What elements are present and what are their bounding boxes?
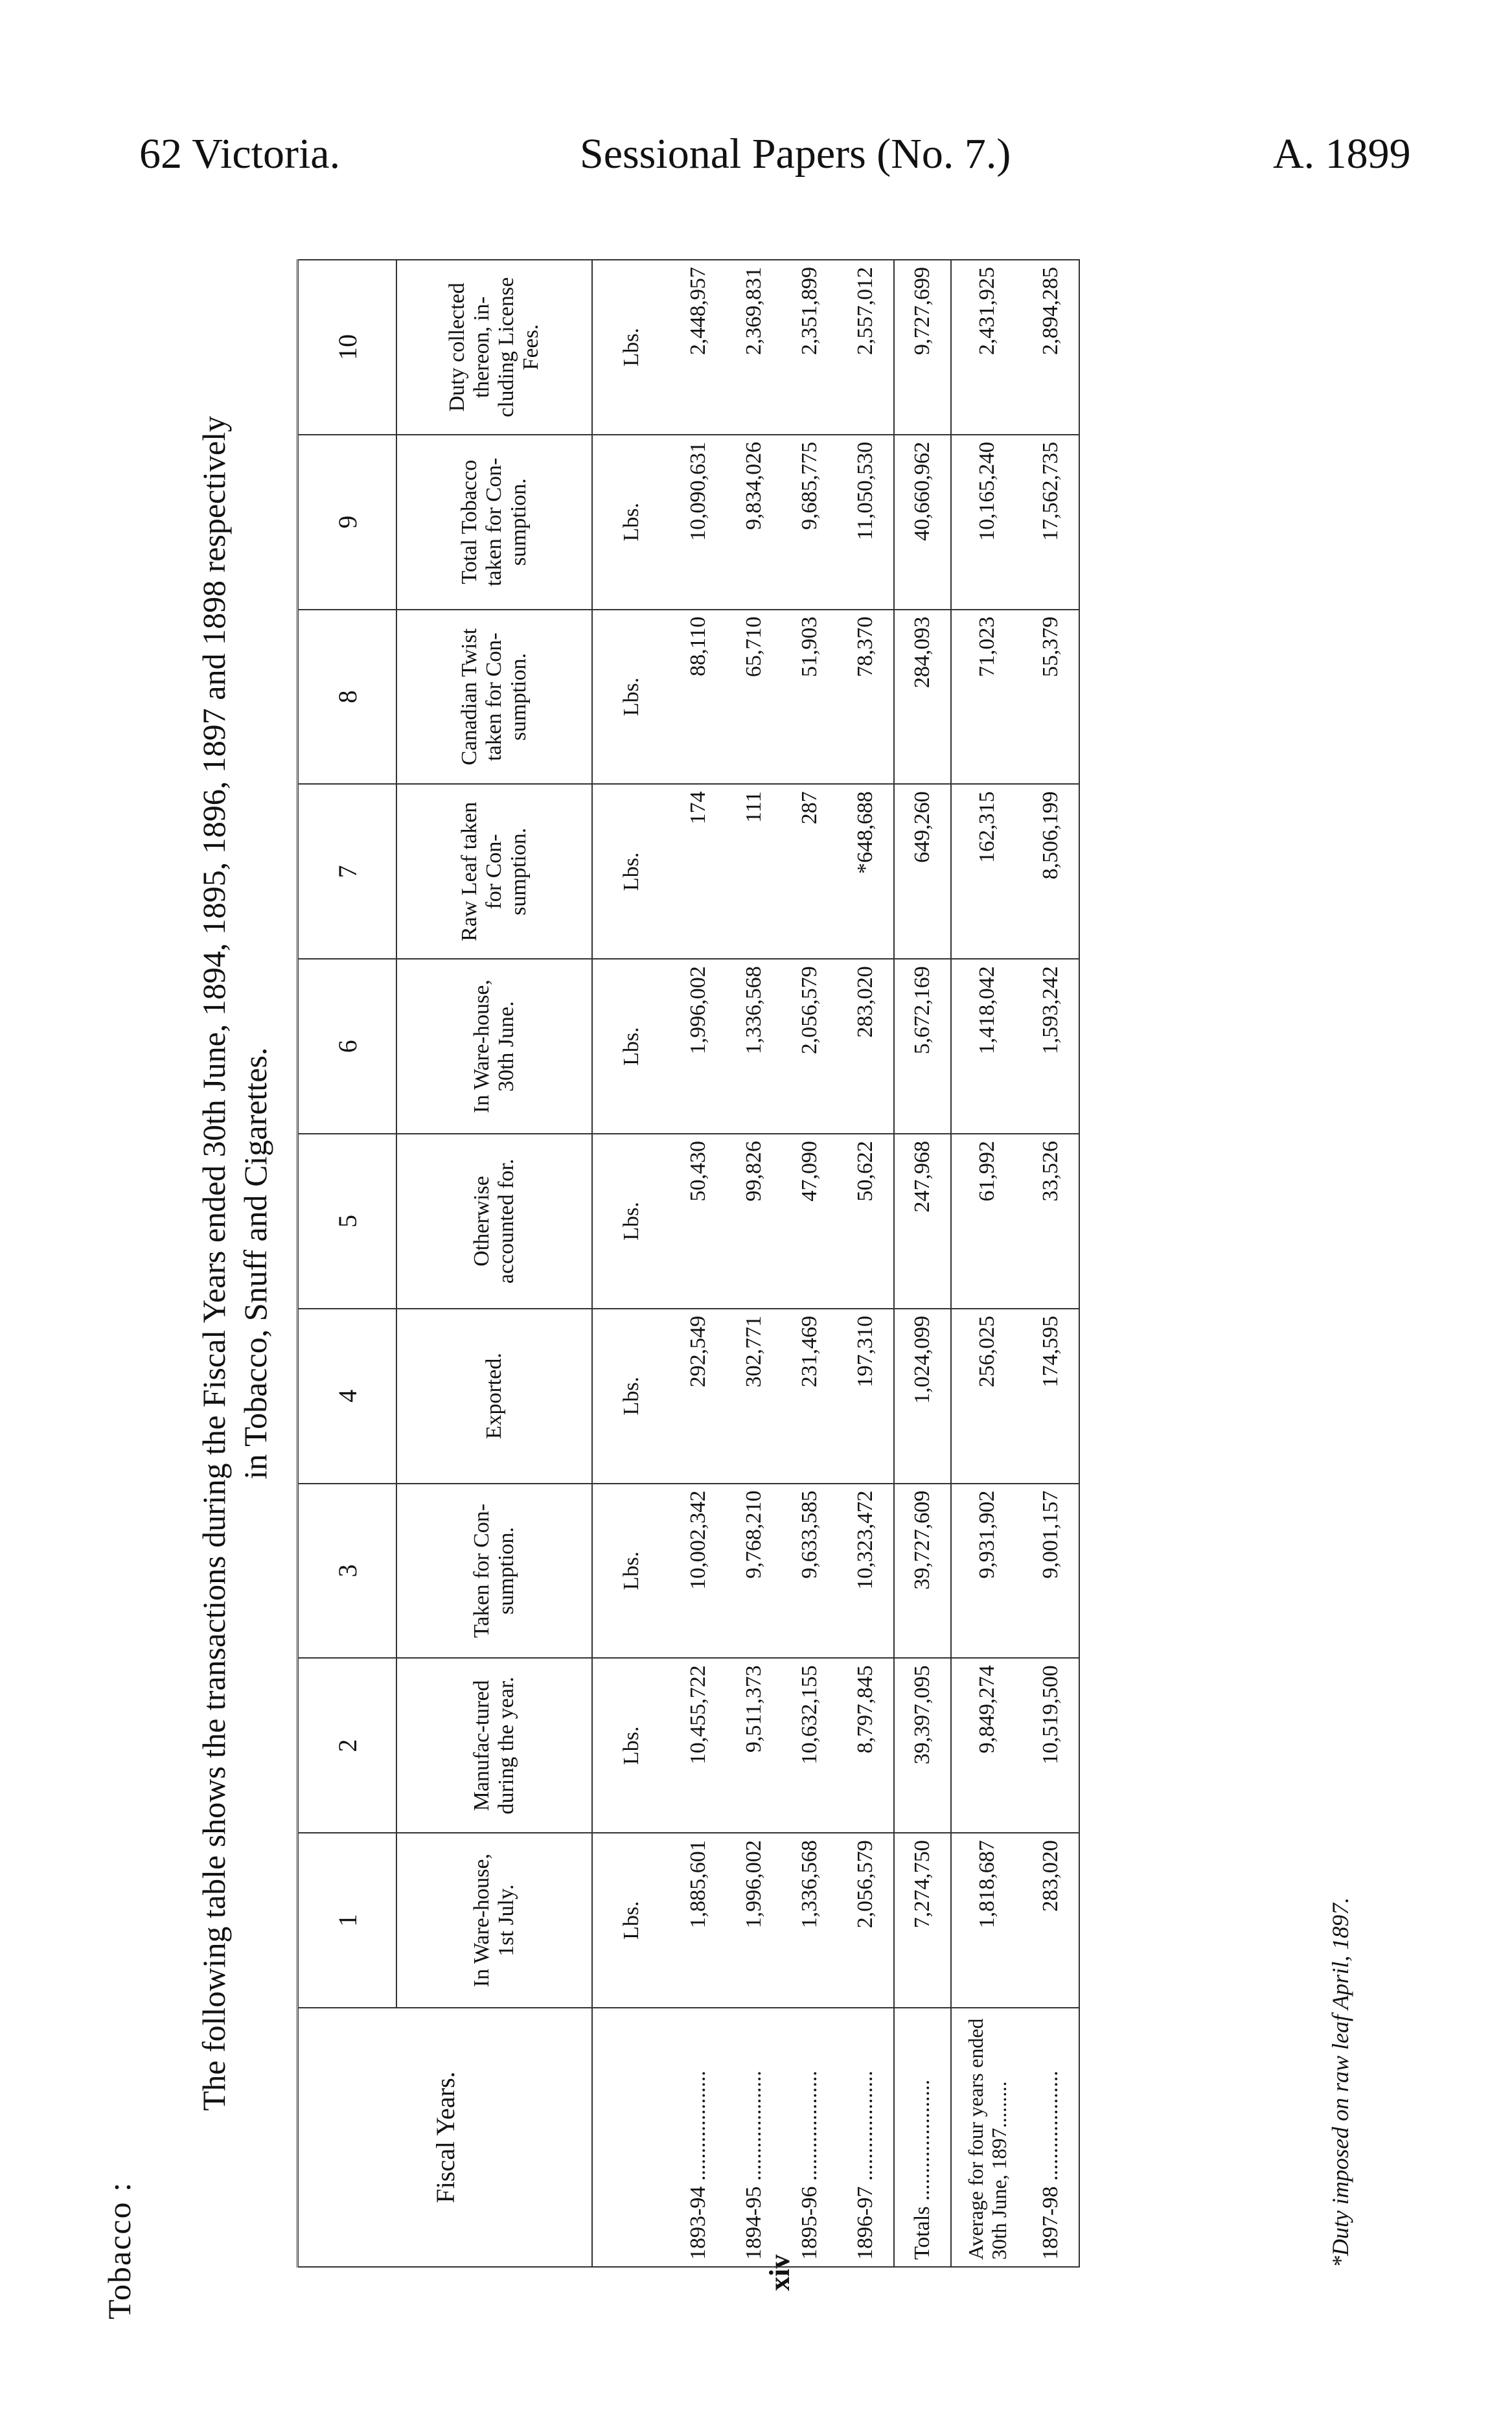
page-header [0,130,1512,201]
col-number: 6 [298,959,397,1134]
cell: 8,797,845 [838,1658,894,1833]
cell: 7,274,750 [894,1833,951,2008]
cell: 47,090 [782,1134,838,1309]
col-number: 5 [298,1134,397,1309]
table-row [782,260,838,2267]
cell: 174,595 [1023,1309,1079,1484]
totals-row [894,260,951,2267]
column-name-row [396,260,592,2267]
cell: 50,430 [670,1134,726,1309]
tobacco-table [297,259,1080,2268]
rotated-table-area [167,259,1353,2268]
col-number: 2 [298,1658,397,1833]
cell: 9,768,210 [726,1484,782,1659]
units-blank [592,2008,670,2267]
cell: 9,849,274 [951,1658,1023,1833]
row-year: 1893-94 .................... [670,2008,726,2267]
cell: 287 [782,784,838,959]
cell: 17,562,735 [1023,435,1079,610]
cell: 649,260 [894,784,951,959]
table-row [726,260,782,2267]
col-header: Raw Leaf taken for Con-sumption. [396,784,592,959]
cell: 231,469 [782,1309,838,1484]
footnote: *Duty imposed on raw leaf April, 1897. [1327,1897,1353,2268]
cell: 10,519,500 [1023,1658,1079,1833]
col-number: 3 [298,1484,397,1659]
cell: 5,672,169 [894,959,951,1134]
cell: 55,379 [1023,610,1079,785]
cell: 2,448,957 [670,260,726,435]
col-header: In Ware-house, 1st July. [396,1833,592,2008]
header-year: A. 1899 [1273,130,1411,178]
row-year: 1894-95 .................... [726,2008,782,2267]
cell: 1,996,002 [670,959,726,1134]
col-number: 9 [298,435,397,610]
cell: 88,110 [670,610,726,785]
cell: 1,024,099 [894,1309,951,1484]
column-number-row [298,260,397,2267]
cell: 302,771 [726,1309,782,1484]
cell: 71,023 [951,610,1023,785]
cell: 1,593,242 [1023,959,1079,1134]
cell: 9,727,699 [894,260,951,435]
margin-page-mark: xiv [764,2254,796,2291]
cell: 10,090,631 [670,435,726,610]
unit-cell: Lbs. [592,260,670,435]
cell: 284,093 [894,610,951,785]
cell: 10,165,240 [951,435,1023,610]
col-header: In Ware-house, 30th June. [396,959,592,1134]
table-row [1023,260,1079,2267]
unit-cell: Lbs. [592,610,670,785]
average-row [951,260,1023,2267]
cell: 174 [670,784,726,959]
cell: 2,351,899 [782,260,838,435]
cell: 283,020 [1023,1833,1079,2008]
caption-line-2: in Tobacco, Snuff and Cigarettes. [237,1047,273,1480]
cell: *648,688 [838,784,894,959]
cell: 33,526 [1023,1134,1079,1309]
col-number: 10 [298,260,397,435]
cell: 8,506,199 [1023,784,1079,959]
unit-cell: Lbs. [592,784,670,959]
cell: 9,001,157 [1023,1484,1079,1659]
cell: 1,818,687 [951,1833,1023,2008]
cell: 197,310 [838,1309,894,1484]
cell: 40,660,962 [894,435,951,610]
col-header: Canadian Twist taken for Con-sumption. [396,610,592,785]
cell: 111 [726,784,782,959]
cell: 10,455,722 [670,1658,726,1833]
col-header: Otherwise accounted for. [396,1134,592,1309]
cell: 162,315 [951,784,1023,959]
unit-cell: Lbs. [592,1833,670,2008]
header-volume: 62 Victoria. [139,130,341,178]
cell: 51,903 [782,610,838,785]
row-year: 1895-96 .................... [782,2008,838,2267]
cell: 9,931,902 [951,1484,1023,1659]
section-label: Tobacco : [101,2181,137,2319]
table-caption [193,259,276,2268]
totals-label: Totals ...................... [894,2008,951,2267]
cell: 292,549 [670,1309,726,1484]
table-row [670,260,726,2267]
cell: 11,050,530 [838,435,894,610]
cell: 78,370 [838,610,894,785]
table-row [838,260,894,2267]
cell: 9,685,775 [782,435,838,610]
cell: 2,431,925 [951,260,1023,435]
cell: 10,323,472 [838,1484,894,1659]
cell: 99,826 [726,1134,782,1309]
cell: 39,397,095 [894,1658,951,1833]
unit-cell: Lbs. [592,1309,670,1484]
col-header: Manufac-tured during the year. [396,1658,592,1833]
cell: 1,418,042 [951,959,1023,1134]
cell: 9,834,026 [726,435,782,610]
caption-line-1: The following table shows the transactions during the Fiscal Years ended 30th June, 1894, 1895, 1896, 1897 and 1898 respectively [196,415,232,2111]
cell: 65,710 [726,610,782,785]
cell: 2,557,012 [838,260,894,435]
unit-cell: Lbs. [592,959,670,1134]
col-number: 7 [298,784,397,959]
cell: 50,622 [838,1134,894,1309]
unit-cell: Lbs. [592,1658,670,1833]
row-year: 1897-98 .................... [1023,2008,1079,2267]
unit-cell: Lbs. [592,1134,670,1309]
cell: 1,885,601 [670,1833,726,2008]
cell: 2,369,831 [726,260,782,435]
cell: 2,056,579 [838,1833,894,2008]
cell: 247,968 [894,1134,951,1309]
units-row [592,260,670,2267]
cell: 9,511,373 [726,1658,782,1833]
cell: 9,633,585 [782,1484,838,1659]
col-number: 8 [298,610,397,785]
cell: 1,336,568 [726,959,782,1134]
cell: 10,632,155 [782,1658,838,1833]
col-header: Total Tobacco taken for Con-sumption. [396,435,592,610]
col-header: Exported. [396,1309,592,1484]
average-label: Average for four years ended 30th June, 1897......... [951,2008,1023,2267]
cell: 283,020 [838,959,894,1134]
cell: 2,056,579 [782,959,838,1134]
col-header: Taken for Con-sumption. [396,1484,592,1659]
cell: 2,894,285 [1023,260,1079,435]
col-number: 1 [298,1833,397,2008]
col-header: Duty collected thereon, in-cluding License Fees. [396,260,592,435]
row-year: 1896-97 .................... [838,2008,894,2267]
header-title: Sessional Papers (No. 7.) [580,130,1011,178]
cell: 1,336,568 [782,1833,838,2008]
fiscal-years-header: Fiscal Years. [298,2008,593,2267]
cell: 61,992 [951,1134,1023,1309]
unit-cell: Lbs. [592,1484,670,1659]
col-number: 4 [298,1309,397,1484]
cell: 1,996,002 [726,1833,782,2008]
unit-cell: Lbs. [592,435,670,610]
cell: 39,727,609 [894,1484,951,1659]
cell: 10,002,342 [670,1484,726,1659]
cell: 256,025 [951,1309,1023,1484]
